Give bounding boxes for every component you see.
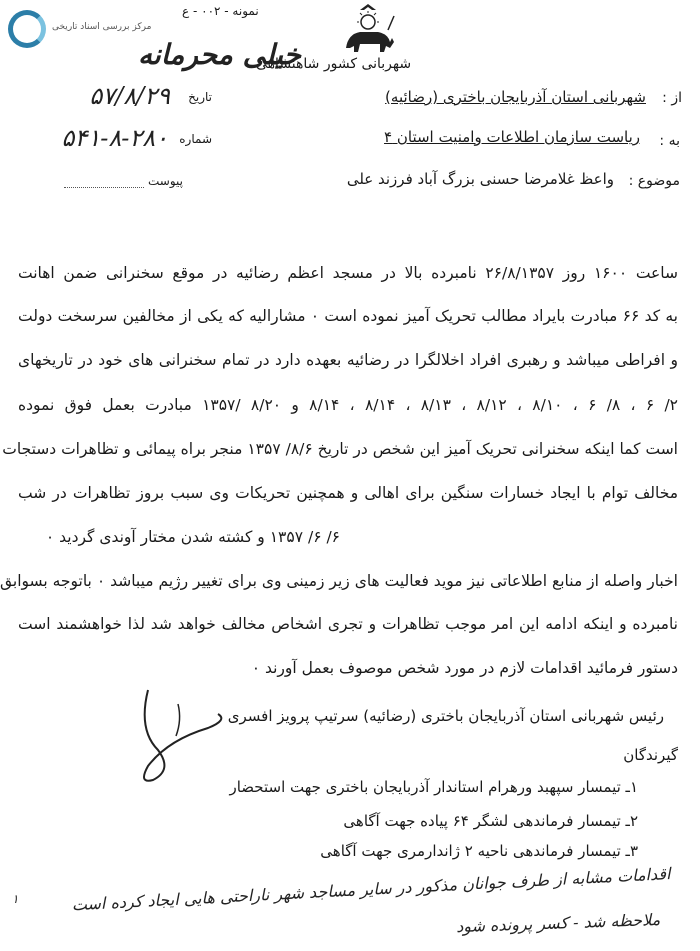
handwritten-note-2: ملاحظه شد - کسر پرونده شود (455, 910, 661, 937)
form-number: نمونه - ۰۰۲ - ع (182, 4, 259, 18)
to-label: به : (659, 133, 680, 149)
subject-value: واعظ غلامرضا حسنی بزرگ آباد فرزند علی (346, 170, 614, 188)
body-line-7: ۶/ ۶/ ۱۳۵۷ و کشته شدن مختار آوندی گردید ۰ (45, 528, 340, 546)
corner-mark: ۱ (12, 892, 19, 906)
date-row (32, 82, 212, 110)
body-line-10: دستور فرمائید اقدامات لازم در مورد شخص موصوف بعمل آورند ۰ (251, 659, 678, 677)
body-line-6: مخالف توام با ایجاد خسارات سنگین برای اهالی و همچنین تحریکات وی سبب بروز تظاهرات در شب (18, 484, 678, 502)
body-line-3: و افراطی میباشد و رهبری افراد اخلالگرا در رضائیه بعهده دارد در تمام سخنرانی های خود در تاریخهای (18, 351, 678, 369)
date-value: ۵۷/۸/۲۹ (89, 82, 170, 110)
number-label: شماره (179, 132, 212, 146)
signature-scribble-icon (118, 680, 238, 790)
from-value: شهربانی استان آذربایجان باختری (رضائیه) (385, 88, 646, 106)
number-row (32, 124, 212, 154)
recipient-1: ۱ـ تیمسار سپهبد ورهرام استاندار آذربایجان باختری جهت استحضار (229, 778, 638, 796)
body-line-4: ۲/ ۶ ، ۸/ ۶ ، ۸/۱۰ ، ۸/۱۲ ، ۸/۱۳ ، ۸/۱۴ ، ۸/۱۴ و ۸/۲۰ /۱۳۵۷ مبادرت بعمل فوق نموده (18, 396, 678, 414)
lion-and-sun-emblem-icon (338, 2, 398, 56)
date-label: تاریخ (188, 90, 212, 104)
body-line-1: ساعت ۱۶۰۰ روز ۲۶/۸/۱۳۵۷ نامبرده بالا در مسجد اعظم رضائیه در موقع سخنرانی ضمن اهانت (18, 264, 679, 282)
recipient-3: ۳ـ تیمسار فرماندهی ناحیه ۲ ژاندارمری جهت آگاهی (320, 842, 638, 860)
archive-logo-icon (8, 10, 46, 48)
org-name: شهربانی کشور شاهنشاهی (256, 56, 412, 72)
handwritten-note-1: اقدامات مشابه از طرف جوانان مذکور در ساير مساجد شهر ناراحتی هایی ایجاد کرده است (70, 864, 671, 915)
from-label: از : (662, 90, 682, 106)
attachment-label: پیوست (148, 174, 183, 188)
watermark-text: مرکز بررسی اسناد تاریخی (52, 22, 152, 32)
body-line-2: به کد ۶۶ مبادرت بایراد مطالب تحریک آمیز نموده است ۰ مشارالیه که یکی از مخالفین سرسخت دولت (18, 307, 678, 325)
body-line-5: است کما اینکه سخنرانی تحریک آمیز این شخص در تاریخ ۸/۶/ ۱۳۵۷ منجر براه پیمائی و تظاهرات دستجات (2, 440, 678, 458)
attachment-line (64, 186, 144, 188)
to-value: ریاست سازمان اطلاعات وامنیت استان ۴ (384, 128, 640, 146)
subject-label: موضوع : (628, 173, 680, 189)
classification-stamp: خیلی محرمانه (138, 38, 301, 71)
signature-line: رئیس شهربانی استان آذربایجان باختری (رضائیه) سرتیپ پرویز افسری (227, 707, 664, 725)
body-line-8: اخبار واصله از منابع اطلاعاتی نیز موید فعالیت های زیر زمینی وی برای تغییر رژیم میباشد ۰ باتوجه بسوابق (0, 572, 678, 590)
number-value: ۵۴۱-۸-۲۸۰ (61, 124, 168, 152)
recipient-2: ۲ـ تیمسار فرماندهی لشگر ۶۴ پیاده جهت آگاهی (343, 812, 638, 830)
recipients-title: گیرندگان (623, 746, 678, 764)
body-line-9: نامبرده و اینکه ادامه این امر موجب تظاهرات و تجری اشخاص مخالف خواهد شد لذا خواهشمند است (18, 615, 678, 633)
